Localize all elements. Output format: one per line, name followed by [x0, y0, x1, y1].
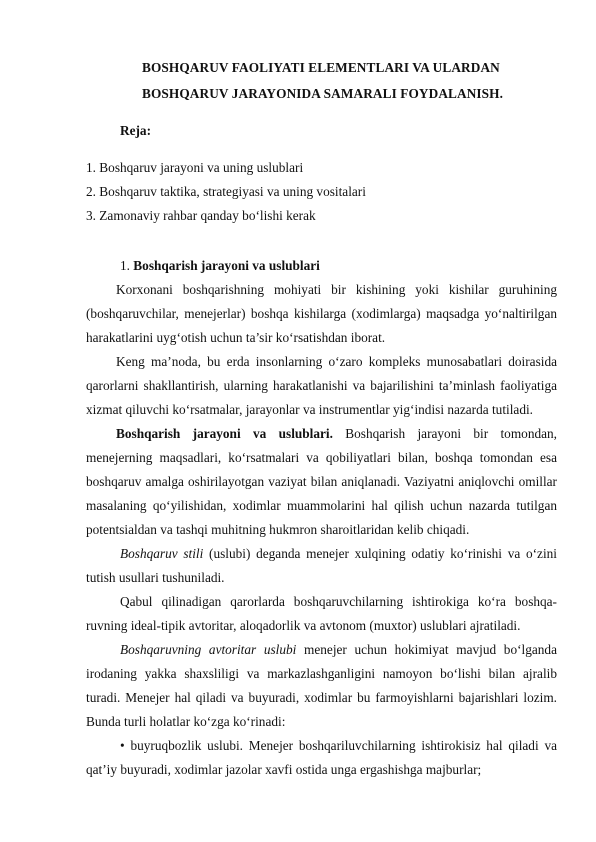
- paragraph-1-text: Korxonani boshqarishning mohiyati bir kishining yoki kishilar guruhining (boshqaruvchilar, menejerlar) boshqa kishilarga (xodimlarga) maqsadga yo‘naltirilgan harakatlarini uyg‘otish uchun ta’sir ko‘rsatishdan iborat.: [86, 282, 557, 345]
- paragraph-1: [86, 278, 557, 350]
- paragraph-4: [86, 542, 557, 590]
- plan-item-1: 1. Boshqaruv jarayoni va uning uslublari: [86, 160, 304, 175]
- bullet-icon: •: [120, 738, 125, 753]
- paragraph-3-text: Boshqarish jarayoni bir tomondan, menejerning maqsadlari, ko‘rsatmalari va qobiliyatlari bilan, boshqa tomondan esa boshqaruv amalga oshirilayotgan vaziyat bilan aniqlanadi. Vaziyatni aniqlovchi omillar masalaning qo‘yilishidan, xodimlar muammolarini hal qilish uchun nazarda tutilgan potentsialdan va tashqi muhitning hukmron sharoitlaridan kelib chiqadi.: [86, 426, 557, 537]
- paragraph-5-text: Qabul qilinadigan qarorlarda boshqaruvchilarning ishtirokiga ko‘ra boshqa-ruvning ideal-tipik avtoritar, aloqadorlik va avtonom (muxtor) uslublari ajratiladi.: [86, 594, 557, 633]
- paragraph-5: [86, 590, 557, 638]
- section-number: 1.: [120, 258, 134, 273]
- plan-item-3: 3. Zamonaviy rahbar qanday bo‘lishi kerak: [86, 208, 316, 223]
- paragraph-7: [86, 734, 557, 782]
- paragraph-4-term: Boshqaruv stili: [120, 546, 204, 561]
- paragraph-6-text: menejer uchun hokimiyat mavjud bo‘lganda irodaning yakka shaxsliligi va markazlashganligini namoyon bo‘lishi bilan ajralib turadi. Menejer hal qiladi va buyuradi, xodimlar bu farmoyishlarni bajarishlari lozim. Bunda turli holatlar ko‘zga ko‘rinadi:: [86, 642, 557, 729]
- paragraph-6-term: Boshqaruvning avtoritar uslubi: [120, 642, 297, 657]
- paragraph-4-text: (uslubi) deganda menejer xulqining odatiy ko‘rinishi va o‘zini tutish usullari tushuniladi.: [86, 546, 557, 585]
- paragraph-3-lead: Boshqarish jarayoni va uslublari.: [116, 426, 333, 441]
- section-title: Boshqarish jarayoni va uslublari: [133, 258, 320, 273]
- plan-heading: Reja:: [120, 123, 152, 138]
- paragraph-7-text: buyruqbozlik uslubi. Menejer boshqariluvchilarning ishtirokisiz hal qiladi va qat’iy buyuradi, xodimlar jazolar xavfi ostida unga ergashishga majburlar;: [86, 738, 557, 777]
- paragraph-6: [86, 638, 557, 734]
- document-title-line-2: BOSHQARUV JARAYONIDA SAMARALI FOYDALANISH.: [142, 86, 504, 101]
- section-heading: [120, 258, 320, 274]
- paragraph-2-text: Keng ma’noda, bu erda insonlarning o‘zaro kompleks munosabatlari doirasida qarorlarni shakllantirish, ularning harakatlanishi va bajarilishini ta’minlash faoliyatiga xizmat qiluvchi ko‘rsatmalar, jarayonlar va instrumentlar yig‘indisi nazarda tutiladi.: [86, 354, 557, 417]
- paragraph-2: [86, 350, 557, 422]
- document-title-line-1: BOSHQARUV FAOLIYATI ELEMENTLARI VA ULARDAN: [142, 60, 500, 75]
- plan-item-2: 2. Boshqaruv taktika, strategiyasi va uning vositalari: [86, 184, 366, 199]
- paragraph-3: [86, 422, 557, 542]
